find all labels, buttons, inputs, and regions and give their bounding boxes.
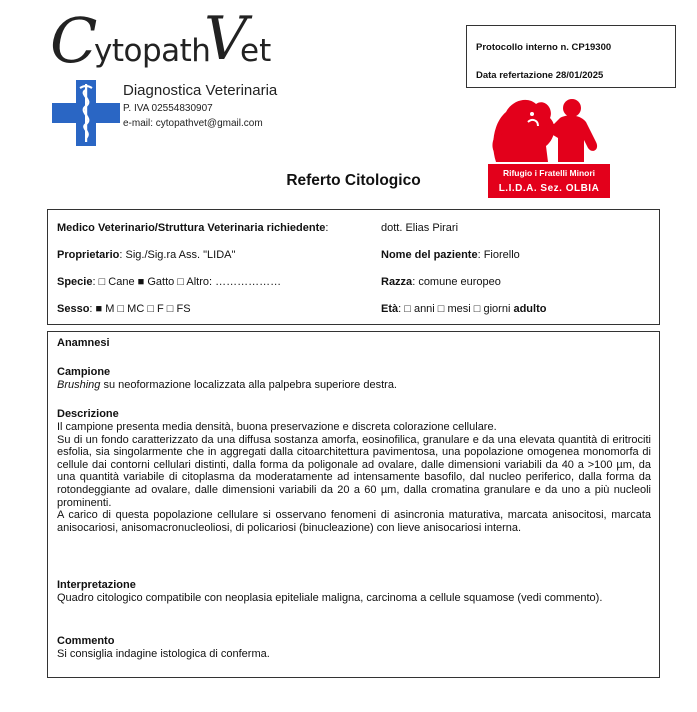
sample-text: [57, 379, 651, 392]
interpretation-heading: Interpretazione: [57, 579, 136, 591]
requesting-vet-label: Medico Veterinario/Struttura Veterinaria richiedente: [57, 222, 326, 234]
comment-heading: Commento: [57, 635, 115, 647]
owner-field: Proprietario: Sig./Sig.ra Ass. "LIDA": [57, 249, 236, 261]
description-para-2: Su di un fondo caratterizzato da una diffusa sostanza amorfa, eosinofilica, granulare e da una elevata quantità di eritrociti esfolia, sia singolarmente che in aggregati dalla citoarchitettura pavimentosa, una popolazione omogenea monomorfa di cellule dai contorni cellulari distinti, dalla forma da poligonale ad ovalare, dalle dimensioni variabili da 40 a >100 µm, da una quantità variabile di citoplasma da moderatamente ad intensamente basofilo, dal nucleo periferico, dalla forma da rotondeggiante ad ovalare, dalle dimensioni variabili da 20 a 60 µm, dalla cromatina granulare e da uno a più nucleoli prominenti.: [57, 433, 651, 509]
description-text: [57, 421, 651, 534]
patient-name-value: Fiorello: [483, 249, 520, 261]
requesting-vet: [57, 222, 328, 234]
contact-email: e-mail: cytopathvet@gmail.com: [123, 118, 263, 129]
sex-value: ■ M □ MC □ F □ FS: [95, 303, 191, 315]
protocol-number: Protocollo interno n. CP19300: [476, 42, 612, 53]
logo-part-2: et: [240, 33, 272, 69]
brand-subtitle: Diagnostica Veterinaria: [123, 82, 278, 99]
interpretation-text: Quadro citologico compatibile con neoplasia epiteliale maligna, carcinoma a cellule squamose (vedi commento).: [57, 592, 603, 604]
species-value: □ Cane ■ Gatto □ Altro: ………………: [98, 276, 282, 288]
shelter-name: Rifugio i Fratelli Minori: [502, 168, 596, 178]
breed-field: Razza: comune europeo: [381, 276, 501, 288]
age-label: Età: [381, 303, 399, 315]
owner-value: Sig./Sig.ra Ass. "LIDA": [125, 249, 236, 261]
requesting-vet-value: dott. Elias Pirari: [381, 222, 459, 234]
sample-heading: Campione: [57, 366, 111, 378]
report-date: Data refertazione 28/01/2025: [476, 70, 604, 81]
sample-method: Brushing: [57, 379, 101, 391]
logo-letter-v: V: [204, 4, 248, 74]
breed-label: Razza: [381, 276, 413, 288]
shelter-section: L.I.D.A. Sez. OLBIA: [498, 183, 600, 194]
species-label: Specie: [57, 276, 93, 288]
logo-letter-c: C: [50, 4, 98, 77]
sex-label: Sesso: [57, 303, 90, 315]
breed-value: comune europeo: [418, 276, 501, 288]
species-field: Specie: □ Cane ■ Gatto □ Altro: ………………: [57, 276, 282, 288]
description-para-1: Il campione presenta media densità, buona preservazione e discreta colorazione cellulare.: [57, 421, 497, 433]
patient-name-field: Nome del paziente: Fiorello: [381, 249, 520, 261]
patient-name-label: Nome del paziente: [381, 249, 478, 261]
veterinary-cross-icon: [52, 80, 120, 146]
age-bold-value: adulto: [513, 303, 547, 315]
sex-field: Sesso: ■ M □ MC □ F □ FS: [57, 303, 191, 315]
description-para-3: A carico di questa popolazione cellulare si osservano fenomeni di asincronia maturativa, marcata anisocitosi, marcata anisocariosi, anisomacronucleoliosi, di policariosi (binucleazione) con lieve anisocariosi interna.: [57, 509, 651, 534]
lion-person-icon: [488, 92, 610, 168]
age-value: □ anni □ mesi □ giorni: [404, 303, 511, 315]
sample-description: su neoformazione localizzata alla palpebra superiore destra.: [103, 379, 397, 391]
owner-label: Proprietario: [57, 249, 120, 261]
age-field: Età: □ anni □ mesi □ giorni adulto: [381, 303, 547, 315]
page-title: Referto Citologico: [286, 172, 421, 189]
label-colon: :: [325, 222, 329, 234]
anamnesis-heading: Anamnesi: [57, 337, 110, 349]
description-heading: Descrizione: [57, 408, 119, 420]
vat-number: P. IVA 02554830907: [123, 103, 213, 114]
logo-part-1: ytopath: [94, 33, 211, 69]
comment-text: Si consiglia indagine istologica di conferma.: [57, 648, 270, 660]
